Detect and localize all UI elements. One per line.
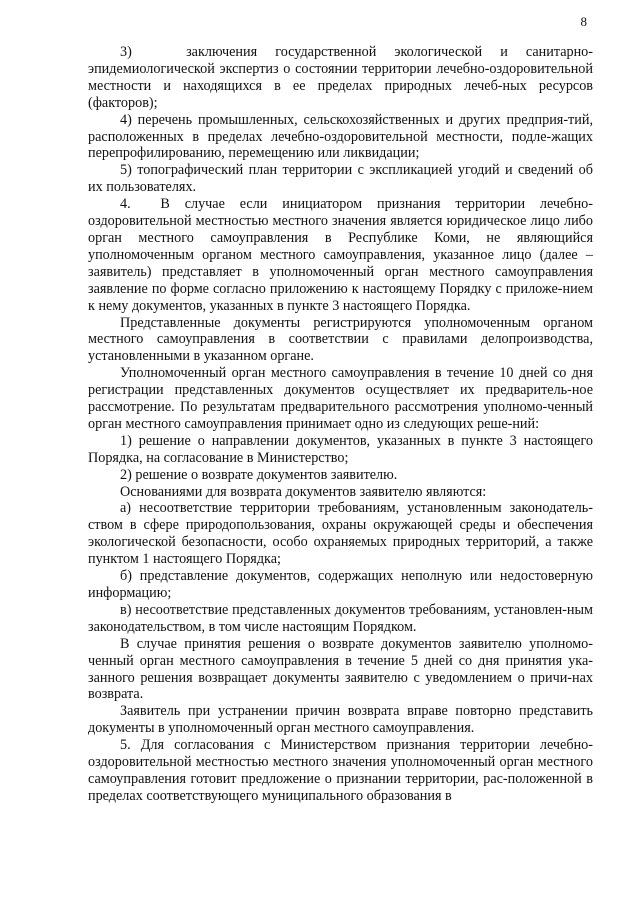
paragraph-ground-b: б) представление документов, содержащих неполную или недостоверную информацию; — [88, 568, 593, 601]
paragraph-preliminary-review: Уполномоченный орган местного самоуправления в течение 10 дней со дня регистрации представленных документов осуществляет их предваритель-ное рассмотрение. По результатам предварительного рассмотрения уполномо-ченный орган местного самоуправления принимает одно из следующих реше-ний: — [88, 365, 593, 432]
page-number: 8 — [580, 14, 587, 29]
paragraph-item-3: 3) заключения государственной экологической и санитарно-эпидемиологической экспертиз о состоянии территории лечебно-оздоровительной местности и находящихся в ее пределах природных лечеб-ных ресурсов (факторов); — [88, 44, 593, 111]
paragraph-resubmission: Заявитель при устранении причин возврата вправе повторно представить документы в уполномоченный орган местного самоуправления. — [88, 703, 593, 737]
paragraph-section-5: 5. Для согласования с Министерством признания территории лечебно-оздоровительной местностью местного значения уполномоченный орган местного самоуправления готовит предложение о признании территории, рас-положенной в пределах соответствующего муниципального образования в — [88, 737, 593, 804]
paragraph-return-notice: В случае принятия решения о возврате документов заявителю уполномо-ченный орган местного самоуправления в течение 5 дней со дня принятия ука-занного решения возвращает документы заявителю с уведомлением о причи-нах возврата. — [88, 635, 593, 703]
paragraph-ground-a: а) несоответствие территории требованиям, установленным законодатель-ством в сфере природопользования, охраны окружающей среды и обеспечения экологической безопасности, особо охраняемых природных территорий, а также пунктом 1 настоящего Порядка; — [88, 500, 593, 568]
body-text — [88, 44, 593, 805]
paragraph-registration: Представленные документы регистрируются уполномоченным органом местного самоуправления в соответствии с правилами делопроизводства, установленными в указанном органе. — [88, 314, 593, 365]
paragraph-decision-1: 1) решение о направлении документов, указанных в пункте 3 настоящего Порядка, на согласование в Министерство; — [88, 432, 593, 466]
paragraph-section-4: 4. В случае если инициатором признания территории лечебно-оздоровительной местностью местного значения является юридическое лицо либо орган местного самоуправления в Республике Коми, не являющийся уполномоченным органом местного самоуправления, указанное лицо (далее – заявитель) представляет в уполномоченный орган местного самоуправления заявление по форме согласно приложению к настоящему Порядку с приложе-нием к нему документов, указанных в пункте 3 настоящего Порядка. — [88, 196, 593, 314]
paragraph-decision-2: 2) решение о возврате документов заявителю. — [120, 466, 398, 483]
paragraph-item-5: 5) топографический план территории с экспликацией угодий и сведений об их пользователях. — [88, 162, 593, 196]
paragraph-ground-c: в) несоответствие представленных документов требованиям, установлен-ным законодательством, в том числе настоящим Порядком. — [88, 601, 593, 635]
paragraph-return-grounds: Основаниями для возврата документов заявителю являются: — [120, 483, 487, 500]
paragraph-item-4: 4) перечень промышленных, сельскохозяйственных и других предприя-тий, расположенных в пределах лечебно-оздоровительной местности, подле-жащих перепрофилированию, перемещению или ликвидации; — [88, 111, 593, 162]
